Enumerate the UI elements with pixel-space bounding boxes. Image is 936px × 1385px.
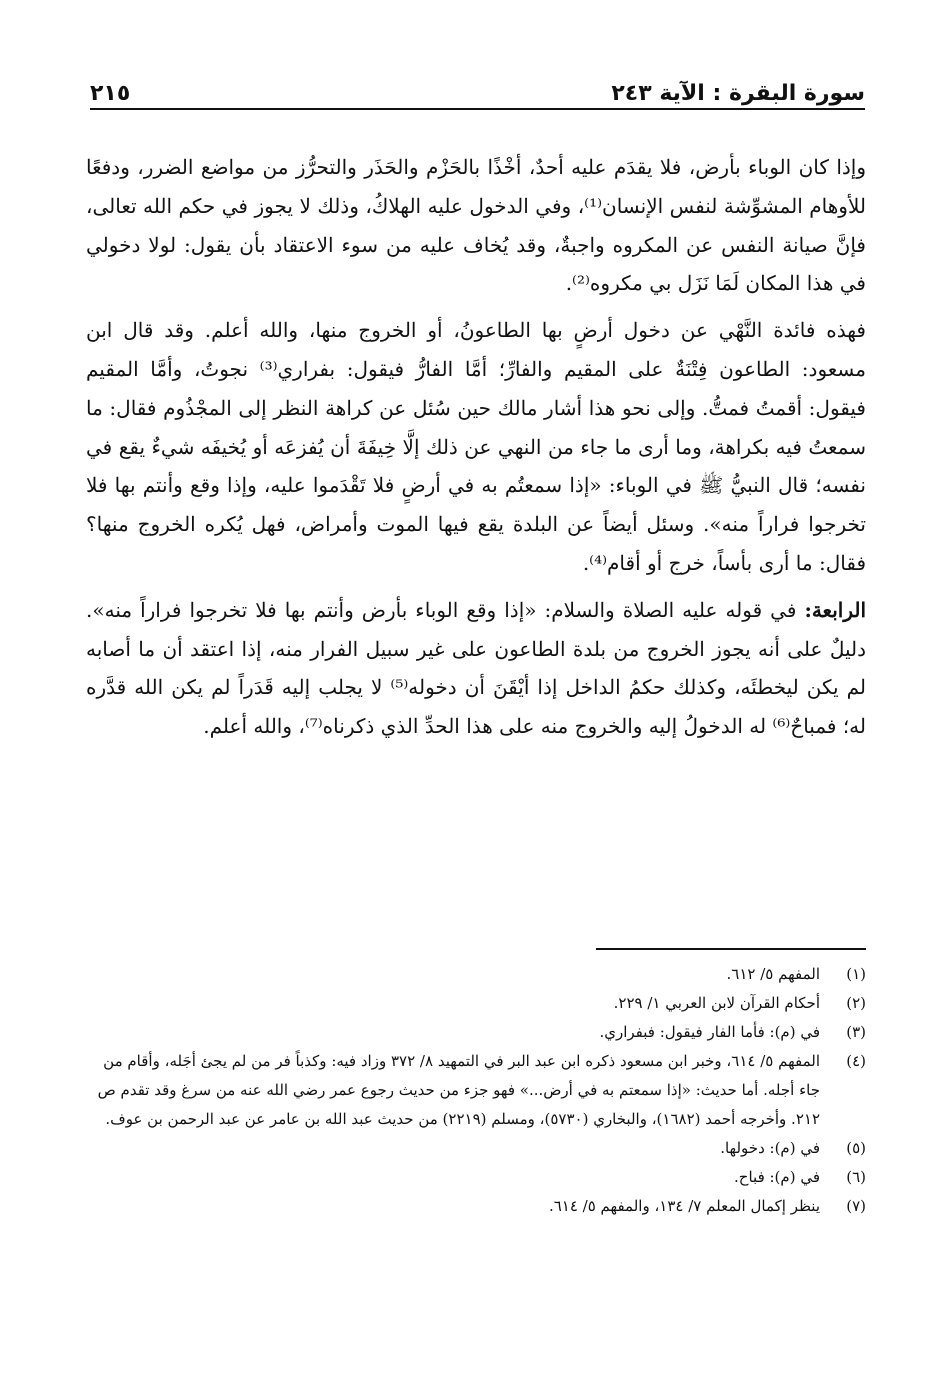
footnote-text: في (م): فأما الفار فيقول: فبفراري. <box>599 1023 820 1041</box>
footnote <box>86 1134 866 1163</box>
paragraph <box>86 148 866 303</box>
footnote-number: (٥) <box>846 1139 866 1157</box>
footnote-text: المفهم ٥/ ٦١٢. <box>726 965 820 983</box>
footnote <box>86 1018 866 1047</box>
footnote <box>86 989 866 1018</box>
footnote-number: (١) <box>846 965 866 983</box>
paragraph <box>86 591 866 746</box>
footnote-separator <box>596 948 866 950</box>
paragraph-lead: الرابعة: <box>804 597 866 622</box>
footnote-number: (٧) <box>846 1197 866 1215</box>
footnote-text: أحكام القرآن لابن العربي ١/ ٢٢٩. <box>613 994 820 1012</box>
footnote-text: ينظر إكمال المعلم ٧/ ١٣٤، والمفهم ٥/ ٦١٤. <box>548 1197 820 1215</box>
footnote-text: في (م): فباح. <box>734 1168 820 1186</box>
header-rule <box>90 108 865 110</box>
footnote <box>86 1192 866 1221</box>
running-header <box>90 66 865 106</box>
footnote-number: (٣) <box>846 1023 866 1041</box>
paragraph-text: وإذا كان الوباء بأرض، فلا يقدَم عليه أحدٌ، أخْذًا بالحَزْم والحَذَر والتحرُّز من مواضع الضرر، ودفعًا للأوهام المشوِّشة لنفس الإنسان⁽¹⁾، وفي الدخول عليه الهلاكُ، وذلك لا يجوز في حكم الله تعالى، فإنَّ صيانة النفس عن المكروه واجبةٌ، وقد يُخاف عليه من سوء الاعتقاد بأن يقول: لولا دخولي في هذا المكان لَمَا نَزَل بي مكروه⁽²⁾. <box>86 155 866 296</box>
surah-title: سورة البقرة : الآية ٢٤٣ <box>611 81 865 106</box>
footnote-number: (٢) <box>846 994 866 1012</box>
main-text <box>86 148 866 746</box>
page-number: ٢١٥ <box>90 81 131 106</box>
paragraph <box>86 311 866 583</box>
footnote <box>86 960 866 989</box>
footnote-number: (٤) <box>846 1052 866 1070</box>
footnote <box>86 1047 866 1134</box>
paragraph-text: فهذه فائدة النَّهْي عن دخول أرضٍ بها الطاعونُ، أو الخروج منها، والله أعلم. وقد قال ابن مسعود: الطاعون فِتْنَةٌ على المقيم والفارِّ؛ أمَّا الفارُّ فيقول: بفراري⁽³⁾ نجوتُ، وأمَّا المقيم فيقول: أقمتُ فمتُّ. وإلى نحو هذا أشار مالك حين سُئل عن كراهة النظر إلى المجْذُوم فقال: ما سمعتُ فيه بكراهة، وما أرى ما جاء من النهي عن ذلك إلَّا خِيفَةَ أن يُفزعَه أو يُخيفَه شيءٌ يقع في نفسه؛ قال النبيُّ ﷺ في الوباء: «إذا سمعتُم به في أرضٍ فلا تَقْدَموا عليه، وإذا وقع وأنتم بها فلا تخرجوا فراراً منه». وسئل أيضاً عن البلدة يقع فيها الموت وأمراض، فهل يُكره الخروج منها؟ فقال: ما أرى بأساً، خرج أو أقام⁽⁴⁾. <box>86 318 866 575</box>
footnote-number: (٦) <box>846 1168 866 1186</box>
footnote-text: في (م): دخولها. <box>720 1139 820 1157</box>
footnotes <box>86 960 866 1221</box>
footnote-text: المفهم ٥/ ٦١٤، وخبر ابن مسعود ذكره ابن عبد البر في التمهيد ٨/ ٣٧٢ وزاد فيه: وكذباً فر من لم يجئ أجَله، وأقام من جاء أجله. أما حديث: «إذا سمعتم به في أرض...» فهو جزء من حديث رجوع عمر رضي الله عنه من سرغ وقد تقدم ص ٢١٢. وأخرجه أحمد (١٦٨٢)، والبخاري (٥٧٣٠)، ومسلم (٢٢١٩) من حديث عبد الله بن عامر عن عبد الرحمن بن عوف. <box>97 1052 820 1128</box>
footnote <box>86 1163 866 1192</box>
paragraph-text: في قوله عليه الصلاة والسلام: «إذا وقع الوباء بأرض وأنتم بها فلا تخرجوا فراراً منه». دليلٌ على أنه يجوز الخروج من بلدة الطاعون على غير سبيل الفرار منه، إذا اعتقد أن ما أصابه لم يكن ليخطئَه، وكذلك حكمُ الداخل إذا أيْقَنَ أن دخوله⁽⁵⁾ لا يجلب إليه قَدَراً لم يكن الله قدَّره له؛ فمباحٌ⁽⁶⁾ له الدخولُ إليه والخروج منه على هذا الحدِّ الذي ذكرناه⁽⁷⁾، والله أعلم. <box>86 597 867 739</box>
